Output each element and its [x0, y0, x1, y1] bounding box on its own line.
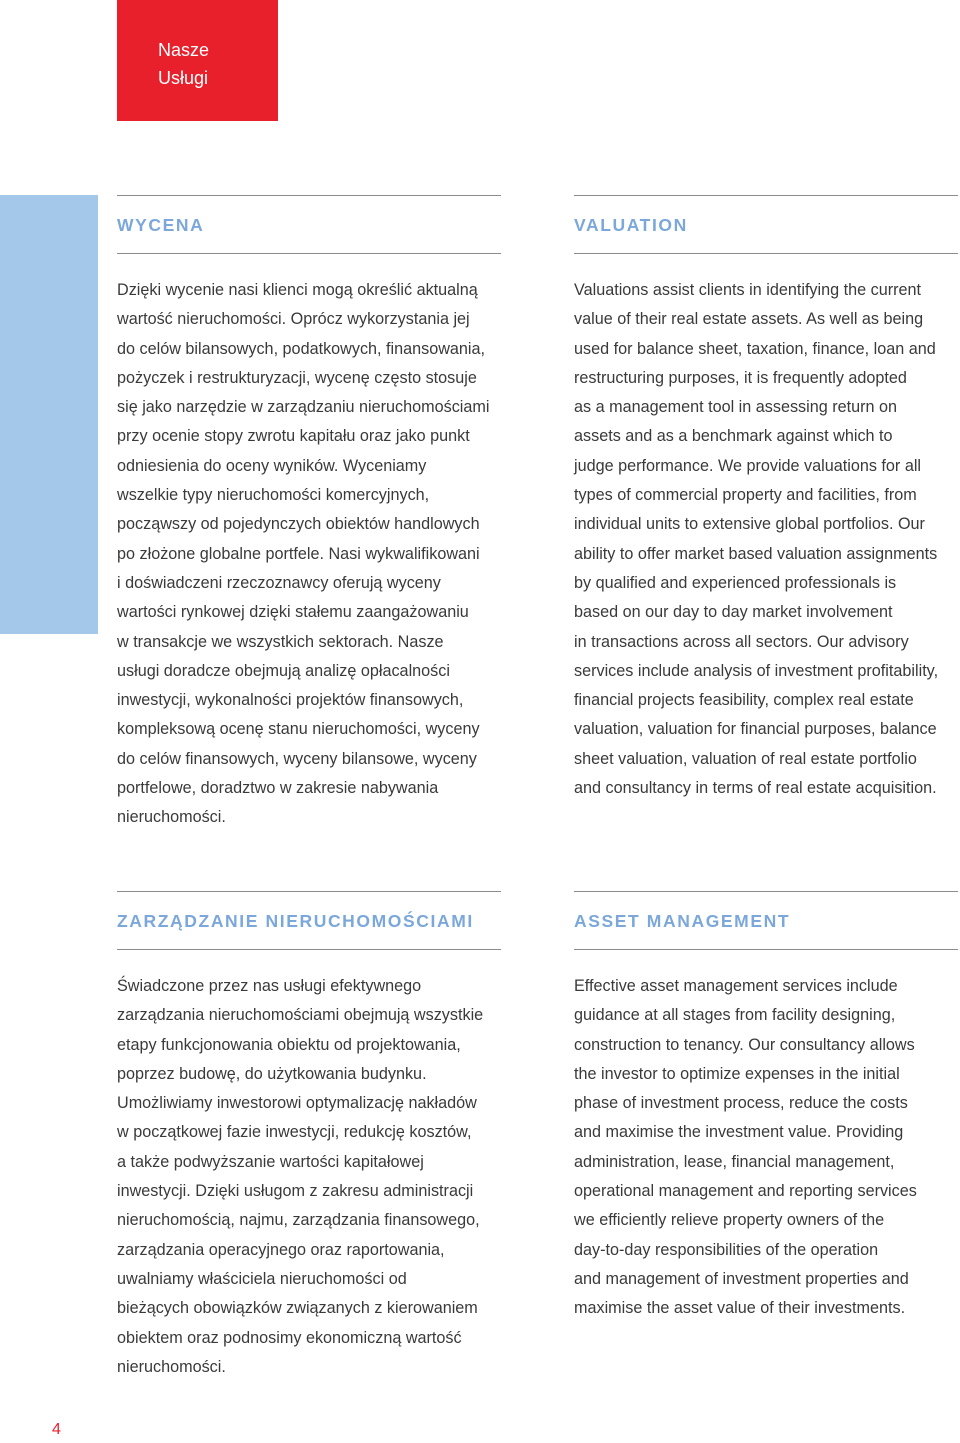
section-heading-rule: [574, 949, 958, 950]
body-text-line: Świadczone przez nas usługi efektywnego: [117, 977, 422, 995]
section-top-rule: [574, 891, 958, 892]
body-text-line: used for balance sheet, taxation, finance, loan and: [574, 339, 936, 358]
body-text-line: etapy funkcjonowania obiektu od projektowania,: [117, 1035, 461, 1054]
section-top-rule: [117, 195, 501, 196]
section-asset-management-en: [574, 891, 958, 1331]
body-text-line: przy ocenie stopy zwrotu kapitału oraz jako punkt: [117, 427, 470, 446]
page-number: 4: [52, 1421, 61, 1438]
section-valuation-en: [574, 195, 958, 835]
body-text-line: Dzięki wycenie nasi klienci mogą określić aktualną: [117, 281, 478, 299]
body-text-line: ability to offer market based valuation assignments: [574, 544, 938, 563]
body-text-line: sheet valuation, valuation of real estate portfolio: [574, 749, 917, 768]
section-body: [574, 972, 917, 1324]
body-text-line: construction to tenancy. Our consultancy allows: [574, 1035, 915, 1054]
header-tab-title: [158, 36, 209, 92]
section-heading-rule: [117, 949, 501, 950]
body-text-line: w transakcje we wszystkich sektorach. Nasze: [117, 632, 444, 651]
body-text-line: bieżących obowiązków związanych z kierowaniem: [117, 1299, 478, 1318]
body-text-line: wartość nieruchomości. Oprócz wykorzystania jej: [117, 310, 470, 329]
body-text-line: in transactions across all sectors. Our advisory: [574, 632, 909, 651]
section-heading-rule: [117, 253, 501, 254]
body-text-line: w początkowej fazie inwestycji, redukcję kosztów,: [117, 1123, 472, 1142]
body-text-line: zarządzania nieruchomościami obejmują wszystkie: [117, 1006, 484, 1025]
body-text-line: Umożliwiamy inwestorowi optymalizację nakładów: [117, 1094, 477, 1113]
body-text-line: poprzez budowę, do użytkowania budynku.: [117, 1064, 427, 1083]
body-text-line: usługi doradcze obejmują analizę opłacalności: [117, 661, 450, 680]
body-text-line: obiektem oraz podnosimy ekonomiczną wartość: [117, 1328, 462, 1347]
body-text-line: a także podwyższanie wartości kapitałowej: [117, 1152, 424, 1171]
body-text-line: inwestycji, wykonalności projektów finansowych,: [117, 691, 464, 710]
body-text-line: and management of investment properties and: [574, 1269, 909, 1288]
section-valuation-pl: [117, 195, 501, 835]
body-text-line: we efficiently relieve property owners of the: [574, 1211, 885, 1230]
body-text-line: kompleksową ocenę stanu nieruchomości, wyceny: [117, 720, 480, 739]
section-heading: WYCENA: [117, 215, 205, 235]
body-text-line: nieruchomości.: [117, 1357, 226, 1376]
section-heading: VALUATION: [574, 215, 688, 235]
body-text-line: phase of investment process, reduce the costs: [574, 1094, 908, 1113]
body-text-line: wszelkie typy nieruchomości komercyjnych,: [117, 486, 430, 505]
header-tab: [117, 0, 278, 121]
body-text-line: valuation, valuation for financial purposes, balance: [574, 720, 937, 739]
body-text-line: types of commercial property and facilities, from: [574, 486, 917, 505]
header-tab-line-1: Nasze: [158, 40, 210, 60]
body-text-line: inwestycji. Dzięki usługom z zakresu administracji: [117, 1182, 474, 1201]
side-accent-bar: [0, 195, 98, 634]
body-text-line: począwszy od pojedynczych obiektów handlowych: [117, 515, 480, 534]
section-heading-rule: [574, 253, 958, 254]
body-text-line: Effective asset management services include: [574, 977, 898, 995]
body-text-line: by qualified and experienced professionals is: [574, 573, 897, 592]
body-text-line: services include analysis of investment profitability,: [574, 661, 939, 680]
body-text-line: zarządzania operacyjnego oraz raportowania,: [117, 1240, 445, 1259]
section-heading: ZARZĄDZANIE NIERUCHOMOŚCIAMI: [117, 911, 474, 931]
body-text-line: do celów bilansowych, podatkowych, finansowania,: [117, 339, 486, 358]
body-text-line: based on our day to day market involvement: [574, 603, 893, 622]
section-heading: ASSET MANAGEMENT: [574, 911, 791, 931]
section-top-rule: [117, 891, 501, 892]
section-body: [117, 972, 483, 1382]
body-text-line: guidance at all stages from facility designing,: [574, 1006, 896, 1025]
body-text-line: nieruchomością, najmu, zarządzania finansowego,: [117, 1211, 480, 1230]
body-text-line: maximise the asset value of their investments.: [574, 1299, 906, 1318]
body-text-line: po złożone globalne portfele. Nasi wykwalifikowani: [117, 544, 480, 563]
body-text-line: the investor to optimize expenses in the initial: [574, 1064, 900, 1083]
body-text-line: and consultancy in terms of real estate acquisition.: [574, 779, 937, 798]
body-text-line: pożyczek i restrukturyzacji, wycenę często stosuje: [117, 368, 477, 387]
body-text-line: wartości rynkowej dzięki stałemu zaangażowaniu: [117, 603, 469, 622]
header-tab-line-2: Usługi: [158, 68, 209, 88]
body-text-line: portfelowe, doradztwo w zakresie nabywania: [117, 779, 439, 798]
section-top-rule: [574, 195, 958, 196]
body-text-line: operational management and reporting services: [574, 1182, 917, 1201]
section-body: [574, 276, 938, 803]
section-asset-management-pl: [117, 891, 501, 1391]
body-text-line: assets and as a benchmark against which to: [574, 427, 893, 446]
body-text-line: and maximise the investment value. Providing: [574, 1123, 904, 1142]
body-text-line: nieruchomości.: [117, 808, 226, 827]
body-text-line: individual units to extensive global portfolios. Our: [574, 515, 925, 534]
body-text-line: financial projects feasibility, complex real estate: [574, 691, 914, 710]
body-text-line: Valuations assist clients in identifying the current: [574, 281, 922, 299]
body-text-line: administration, lease, financial management,: [574, 1152, 895, 1171]
body-text-line: restructuring purposes, it is frequently adopted: [574, 368, 907, 387]
section-body: [117, 276, 490, 833]
body-text-line: day-to-day responsibilities of the operation: [574, 1240, 879, 1259]
body-text-line: as a management tool in assessing return on: [574, 398, 898, 417]
body-text-line: się jako narzędzie w zarządzaniu nieruchomościami: [117, 398, 490, 417]
body-text-line: odniesienia do oceny wyników. Wyceniamy: [117, 456, 427, 475]
body-text-line: judge performance. We provide valuations for all: [574, 456, 922, 475]
body-text-line: value of their real estate assets. As well as being: [574, 310, 924, 329]
body-text-line: i doświadczeni rzeczoznawcy oferują wyceny: [117, 573, 441, 592]
body-text-line: do celów finansowych, wyceny bilansowe, wyceny: [117, 749, 477, 768]
body-text-line: uwalniamy właściciela nieruchomości od: [117, 1269, 407, 1288]
